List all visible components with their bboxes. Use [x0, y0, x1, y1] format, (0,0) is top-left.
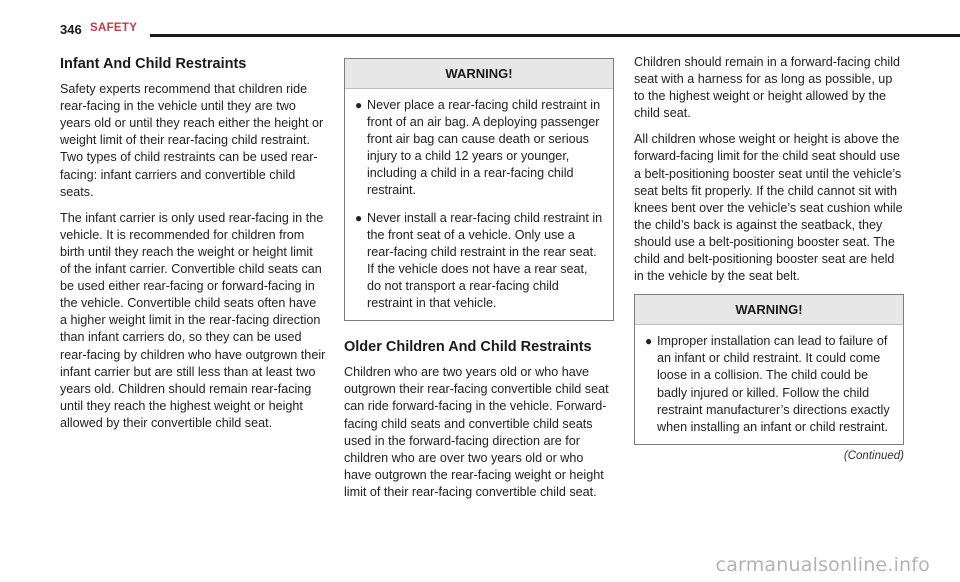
warning-title: WARNING!: [345, 59, 613, 89]
warning-item: [645, 333, 893, 436]
paragraph: Children who are two years old or who have outgrown their rear-facing convertible child seat can ride forward-facing in the vehicle. Forward-facing child seats and convertible child seats used in the forward-facing direction are for children who are over two years old or who have outgrown the rear-facing weight or height limit of their rear-facing convertible child seat.: [344, 365, 609, 499]
header-rule: [150, 34, 960, 37]
warning-box: [344, 58, 614, 321]
bullet-icon: ●: [645, 334, 653, 349]
warning-box: [634, 294, 904, 445]
warning-list: [635, 325, 903, 444]
section-heading-infant: Infant And Child Restraints: [60, 56, 247, 72]
paragraph: The infant carrier is only used rear-facing in the vehicle. It is recommended for children from birth until they reach the weight or height limit of the infant carrier. Convertible child seats can be used either rear-facing or forward-facing in the vehicle. Convertible child seats often have a higher weight limit in the rear-facing direction than infant carriers do, so they can be used rear-facing by children who have outgrown their infant carrier but are still less than at least two years old. Children should remain rear-facing until they reach the highest weight or height allowed by their convertible child seat.: [60, 210, 326, 430]
section-heading-older: Older Children And Child Restraints: [344, 339, 592, 356]
watermark: carmanualsonline.info: [715, 554, 930, 576]
page-header: [60, 22, 902, 42]
bullet-icon: ●: [355, 210, 363, 225]
paragraph: All children whose weight or height is above the forward-facing limit for the child seat should use a belt-positioning booster seat until the vehicle’s seat belts fit properly. If the child cannot sit with knees bent over the vehicle’s seat cushion while the child’s back is against the seatback, they should use a belt-positioning booster seat. The child and belt-positioning booster seat are held in the vehicle by the seat belt.: [634, 132, 903, 284]
continued-note: (Continued): [843, 449, 904, 462]
page-number: 346: [60, 22, 82, 37]
warning-item: [355, 97, 603, 200]
warning-title: WARNING!: [635, 295, 903, 325]
warning-item: [355, 210, 603, 313]
paragraph: Safety experts recommend that children ride rear-facing in the vehicle until they are two years old or until they reach either the height or weight limit of their rear-facing child restraint. Two types of child restraints can be used rear-facing: infant carriers and convertible child seats.: [60, 82, 324, 199]
paragraph: Children should remain in a forward-facing child seat with a harness for as long as possible, up to the highest weight or height allowed by the child seat.: [634, 55, 900, 121]
bullet-icon: ●: [355, 98, 363, 112]
warning-item-text: Never install a rear-facing child restraint in the front seat of a vehicle. Only use a rear-facing child restraint in the rear seat. If the vehicle does not have a rear seat, do not transport a rear-facing child restraint in that vehicle.: [367, 210, 603, 311]
warning-item-text: Never place a rear-facing child restraint in front of an air bag. A deploying passenger front air bag can cause death or serious injury to a child 12 years or younger, including a child in a rear-facing child restraint.: [367, 98, 601, 198]
section-title: SAFETY: [90, 22, 138, 34]
warning-item-text: Improper installation can lead to failure of an infant or child restraint. It could come loose in a collision. The child could be badly injured or killed. Follow the child restraint manufacturer’s directions exactly when installing an infant or child restraint.: [657, 334, 890, 434]
left-column: [60, 56, 326, 441]
right-column: [634, 54, 904, 465]
warning-list: [345, 89, 613, 320]
middle-column: [344, 58, 614, 510]
